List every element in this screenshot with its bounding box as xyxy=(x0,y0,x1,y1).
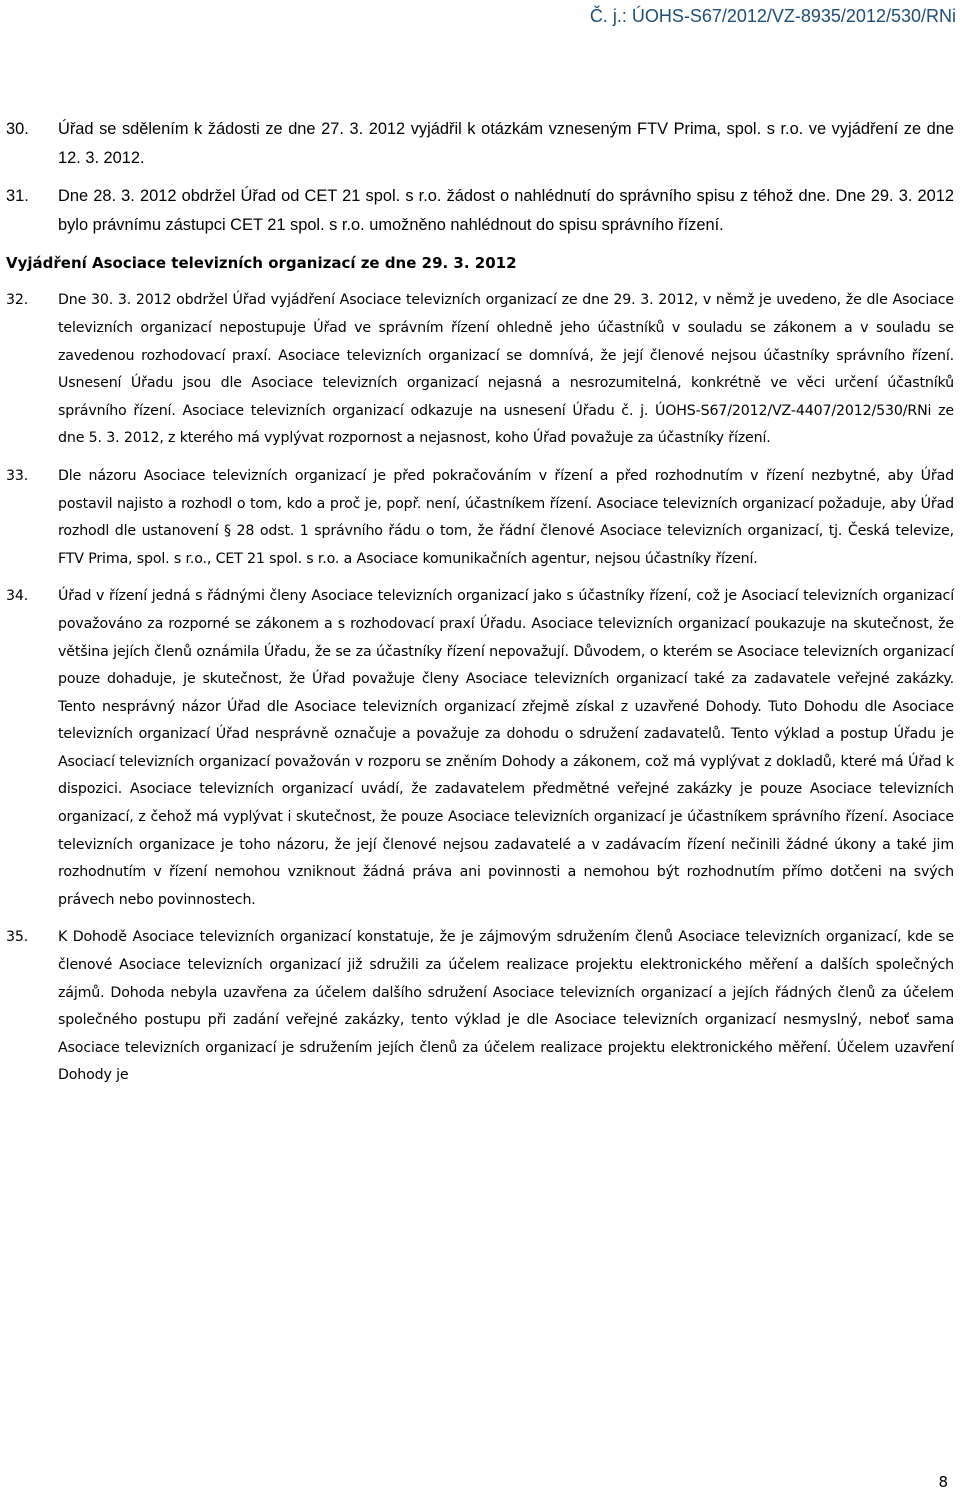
paragraph-number: 31. xyxy=(6,187,29,206)
page-number: 8 xyxy=(938,1473,948,1491)
paragraph-31 xyxy=(6,182,954,239)
paragraph-number: 32. xyxy=(6,292,29,309)
paragraph-text: Úřad v řízení jedná s řádnými členy Asociace televizních organizací jako s účastníky řízení, což je Asociací televizních organizací považováno za rozporné se zákonem a s rozhodovací praxí Úřadu. Asociace televizních organizací poukazuje na skutečnost, že většina jejích členů oznámila Úřadu, že se za účastníky řízení nepovažují. Důvodem, o kterém se Asociace televizních organizací pouze dohaduje, je skutečnost, že Úřad považuje členy Asociace televizních organizací také za zadavatele veřejné zakázky. Tento nesprávný názor Úřad dle Asociace televizních organizací zřejmě získal z uzavřené Dohody. Tuto Dohodu dle Asociace televizních organizací Úřad nesprávně označuje a považuje za dohodu o sdružení zadavatelů. Tento výklad a postup Úřadu je Asociací televizních organizací považován v rozporu se zněním Dohody a zákonem, což má vyplývat z dokladů, které má Úřad k dispozici. Asociace televizních organizací uvádí, že zadavatelem předmětné veřejné zakázky je pouze Asociace televizních organizací, z čehož má vyplývat i skutečnost, že pouze Asociace televizních organizací je účastníkem správního řízení. Asociace televizních organizace je toho názoru, že její členové nejsou zadavatelé a v zadávacím řízení nečinili žádné úkony a také jim rozhodnutím v řízení nemohou vzniknout žádná práva ani povinnosti a nemohou být rozhodnutím přímo dotčeni na svých právech nebo povinnostech. xyxy=(58,588,954,908)
paragraph-number: 30. xyxy=(6,120,29,138)
section-heading: Vyjádření Asociace televizních organizací ze dne 29. 3. 2012 xyxy=(6,254,517,273)
paragraph-number: 34. xyxy=(6,588,29,605)
paragraph-text: Dne 28. 3. 2012 obdržel Úřad od CET 21 spol. s r.o. žádost o nahlédnutí do správního spisu z téhož dne. Dne 29. 3. 2012 bylo právnímu zástupci CET 21 spol. s r.o. umožněno nahlédnout do spisu správního řízení. xyxy=(58,187,954,234)
paragraph-text: Dle názoru Asociace televizních organizací je před pokračováním v řízení a před rozhodnutím v řízení nezbytné, aby Úřad postavil najisto a rozhodl o tom, kdo a proč je, popř. není, účastníkem řízení. Asociace televizních organizací požaduje, aby Úřad rozhodl dle ustanovení § 28 odst. 1 správního řádu o tom, že řádní členové Asociace televizních organizací, tj. Česká televize, FTV Prima, spol. s r.o., CET 21 spol. s r.o. a Asociace komunikačních agentur, nejsou účastníky řízení. xyxy=(58,467,954,567)
paragraph-35 xyxy=(6,924,954,1090)
paragraph-number: 35. xyxy=(6,929,29,946)
paragraph-text: Úřad se sdělením k žádosti ze dne 27. 3. 2012 vyjádřil k otázkám vzneseným FTV Prima, spol. s r.o. ve vyjádření ze dne 12. 3. 2012. xyxy=(58,120,954,167)
paragraph-text: K Dohodě Asociace televizních organizací konstatuje, že je zájmovým sdružením členů Asociace televizních organizací, kde se členové Asociace televizních organizací již sdružili za účelem realizace projektu elektronického měření a dalších společných zájmů. Dohoda nebyla uzavřena za účelem dalšího sdružení Asociace televizních organizací a jejích řádných členů za účelem společného postupu při zadání veřejné zakázky, tento výklad je dle Asociace televizních organizací nesmyslný, neboť sama Asociace televizních organizací je sdružením jejích členů za účelem realizace projektu elektronického měření. Účelem uzavření Dohody je xyxy=(58,929,954,1084)
document-reference-header: Č. j.: ÚOHS-S67/2012/VZ-8935/2012/530/RNi xyxy=(589,6,956,26)
paragraph-33 xyxy=(6,463,954,573)
paragraph-34 xyxy=(6,583,954,914)
paragraph-30 xyxy=(6,115,954,172)
document-body xyxy=(6,115,954,1100)
paragraph-number: 33. xyxy=(6,467,29,484)
paragraph-text: Dne 30. 3. 2012 obdržel Úřad vyjádření Asociace televizních organizací ze dne 29. 3. 2012, v němž je uvedeno, že dle Asociace televizních organizací nepostupuje Úřad ve správním řízení ohledně jeho účastníků v souladu se zákonem a v souladu se zavedenou rozhodovací praxí. Asociace televizních organizací se domnívá, že její členové nejsou účastníky správního řízení. Usnesení Úřadu jsou dle Asociace televizních organizací nejasná a nesrozumitelná, konkrétně ve věci určení účastníků správního řízení. Asociace televizních organizací odkazuje na usnesení Úřadu č. j. ÚOHS-S67/2012/VZ-4407/2012/530/RNi ze dne 5. 3. 2012, z kterého má vyplývat rozpornost a nejasnost, koho Úřad považuje za účastníky řízení. xyxy=(58,292,954,447)
paragraph-32 xyxy=(6,287,954,453)
